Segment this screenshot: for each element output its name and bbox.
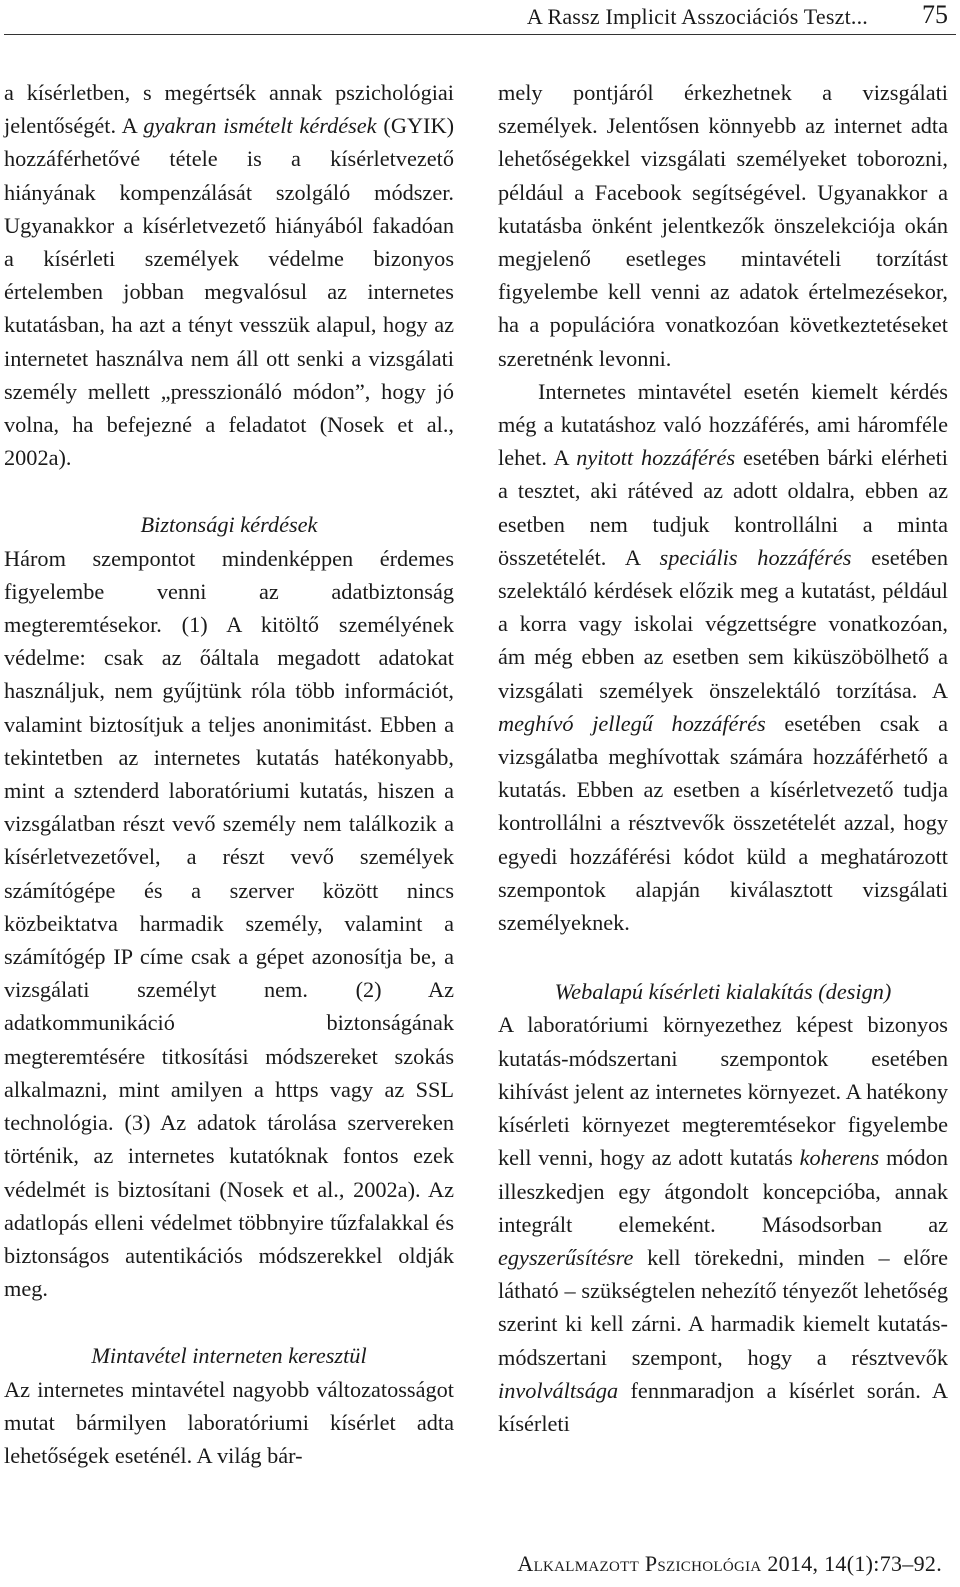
running-title: A Rassz Implicit Asszociációs Teszt... bbox=[526, 4, 868, 29]
journal-name: Alkalmazott Pszichológia bbox=[517, 1551, 762, 1576]
paragraph: Internetes mintavétel esetén kiemelt kérdés még a kutatáshoz való hozzáférés, ami háromféle lehet. A nyitott hozzáférés esetében bárki elérheti a tesztet, aki rátéved az adott oldalra, ebben az esetben nem tudjuk kontrollálni a minta összetételét. A speciális hozzáférés esetében szelektáló kérdések előzik meg a kutatást, például a korra vagy iskolai végzettségre vonatkozóan, ám még ebben az esetben sem kiküszöbölhető a vizsgálati személyek önszelektáló torzítása. A meghívó jellegű hozzáférés esetében csak a vizsgálatba meghívottak számára hozzáférhető a kutatás. Ebben az esetben a kísérletvezető tudja kontrollálni a résztvevők összetételét azzal, hogy egyedi hozzáférési kódot küld a meghatározott szempontok alapján kiválasztott vizsgálati személyeknek. bbox=[498, 378, 948, 936]
header-rule bbox=[4, 34, 956, 35]
journal-citation: 2014, 14(1):73–92. bbox=[761, 1551, 942, 1576]
paragraph: A laboratóriumi környezethez képest bizonyos kutatás-módszertani szempontok esetében kihívást jelent az internetes környezet. A hatékony kísérleti környezet megteremtésekor figyelembe kell venni, hogy az adott kutatás koherens módon illeszkedjen egy átgondolt koncepcióba, annak integrált elemeként. Másodsorban az egyszerűsítésre kell törekedni, minden – előre látható – szükségtelen nehezítő tényezőt lehetőség szerint ki kell zárni. A harmadik kiemelt kutatás-módszertani szempont, hogy a résztvevők involváltsága fennmaradjon a kísérlet során. A kísérleti bbox=[498, 1012, 949, 1436]
section-title-biztonsagi: Biztonsági kérdések bbox=[140, 512, 318, 538]
running-header bbox=[0, 0, 960, 36]
journal-footer bbox=[517, 1551, 942, 1577]
right-column bbox=[498, 76, 948, 1440]
paragraph: Három szempontot mindenképpen érdemes figyelembe venni az adatbiztonság megteremtésekor. (1) A kitöltő személyének védelme: csak az őáltala megadott adatokat használjuk, nem gyűjtünk róla több információt, valamint biztosítjuk a teljes anonimitást. Ebben a tekintetben az internetes kutatás hatékonyabb, mint a sztenderd laboratóriumi kutatás, hiszen a vizsgálatban részt vevő személy nem találkozik a kísérletvezetővel, a részt vevő személyek számítógépe és a szerver között nincs közbeiktatva harmadik személy, valamint a számítógép IP címe csak a gépet azonosítja be, a vizsgálati személyt nem. (2) Az adatkommunikáció biztonságának megteremtésére titkosítási módszereket szokás alkalmazni, mint amilyen a https vagy az SSL technológia. (3) Az adatok tárolása szervereken történik, az internetes kutatóknak fontos ezek védelmét is biztosítani (Nosek et al., 2002a). Az adatlopás elleni védelmet többnyire tűzfalakkal és biztonságos autentikációs módszerekkel oldják meg. bbox=[4, 545, 454, 1302]
left-column bbox=[4, 76, 454, 1472]
paragraph: Az internetes mintavétel nagyobb változatosságot mutat bármilyen laboratóriumi kísérlet adta lehetőségek eseténél. A világ bár- bbox=[4, 1376, 454, 1468]
section-title-mintavetel: Mintavétel interneten keresztül bbox=[91, 1343, 367, 1369]
section-title-webalapu: Webalapú kísérleti kialakítás (design) bbox=[554, 979, 892, 1005]
paragraph: a kísérletben, s megértsék annak pszichológiai jelentőségét. A gyakran ismételt kérdések (GYIK) hozzáférhetővé tétele is a kísérletvezető hiányának kompenzálását szolgáló módszer. Ugyanakkor a kísérletvezető hiányából fakadóan a kísérleti személyek védelme bizonyos értelemben jobban megvalósul az internetes kutatásban, ha azt a tényt vesszük alapul, hogy az internetet használva nem áll ott senki a vizsgálati személy mellett „presszionáló módon”, hogy jó volna, ha befejezné a feladatot (Nosek et al., 2002a). bbox=[4, 80, 454, 471]
paragraph: mely pontjáról érkezhetnek a vizsgálati személyek. Jelentősen könnyebb az internet adta lehetőségekkel vizsgálati személyeket toborozni, például a Facebook segítségével. Ugyanakkor a kutatásba önként jelentkezők önszelekciója okán megjelenő esetleges mintavételi torzítást figyelembe kell venni az adatok értelmezésekor, ha a populációra vonatkozóan következtetéseket szeretnénk levonni. bbox=[498, 80, 948, 371]
page-number: 75 bbox=[922, 0, 948, 29]
